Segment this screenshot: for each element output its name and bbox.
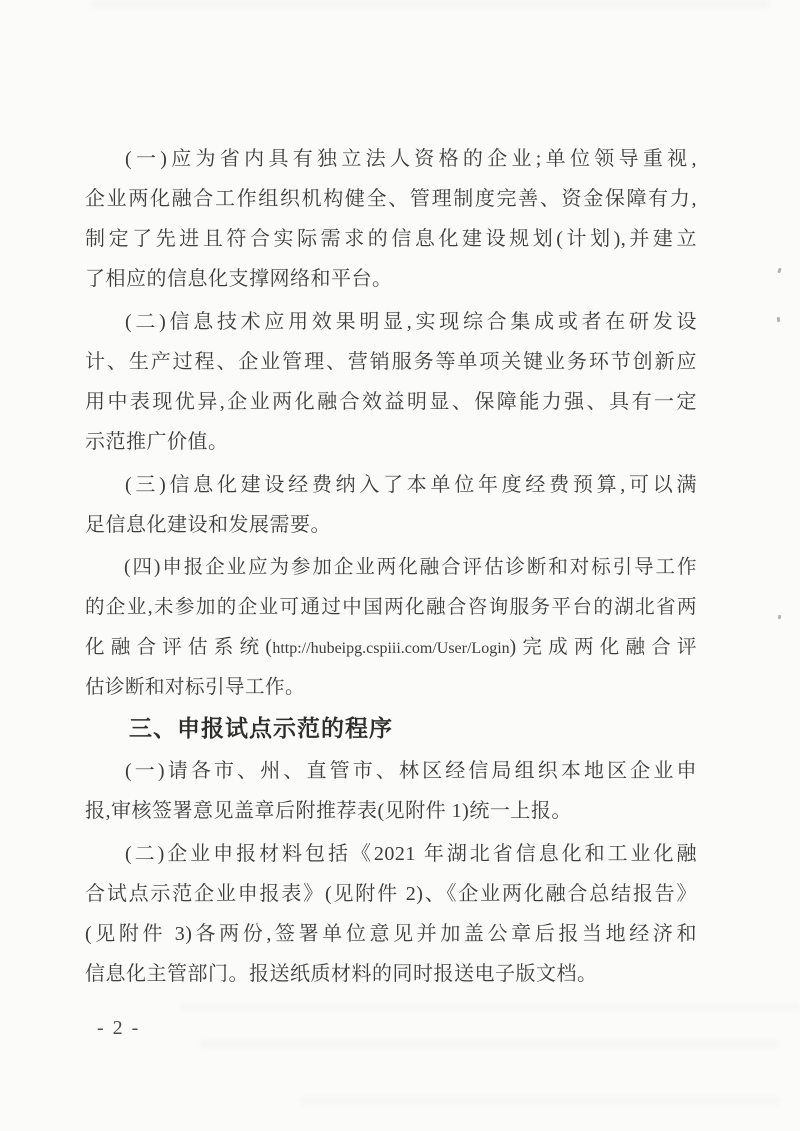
evaluation-system-url: http://hubeipg.cspiii.com/User/Login bbox=[272, 640, 510, 657]
doc-line: (四)申报企业应为参加企业两化融合评估诊断和对标引导工作 bbox=[124, 557, 697, 578]
doc-line: (三)信息化建设经费纳入了本单位年度经费预算,可以满 bbox=[125, 474, 697, 496]
doc-line: 示范推广价值。 bbox=[85, 431, 229, 453]
doc-line-text: )完成两化融合评 bbox=[509, 637, 697, 658]
doc-line bbox=[85, 628, 697, 668]
scan-artifact bbox=[90, 0, 770, 8]
doc-line: (见附件 3)各两份,签署单位意见并加盖公章后报当地经济和 bbox=[85, 923, 697, 945]
doc-line: 的企业,未参加的企业可通过中国两化融合咨询服务平台的湖北省两 bbox=[85, 597, 697, 618]
scan-speck bbox=[778, 615, 782, 619]
doc-line: 企业两化融合工作组织机构健全、管理制度完善、资金保障有力, bbox=[85, 188, 697, 210]
doc-line: 估诊断和对标引导工作。 bbox=[85, 677, 306, 698]
doc-line-text: 化融合评估系统( bbox=[85, 637, 273, 658]
document-body bbox=[85, 139, 697, 994]
doc-line: 用中表现优异,企业两化融合效益明显、保障能力强、具有一定 bbox=[85, 391, 697, 413]
doc-line: 合试点示范企业申报表》(见附件 2)、《企业两化融合总结报告》 bbox=[85, 883, 697, 905]
doc-line: 计、生产过程、企业管理、营销服务等单项关键业务环节创新应 bbox=[85, 351, 697, 373]
doc-line: 了相应的信息化支撑网络和平台。 bbox=[85, 268, 393, 290]
doc-line: 信息化主管部门。报送纸质材料的同时报送电子版文档。 bbox=[85, 963, 598, 985]
scan-artifact bbox=[180, 1003, 800, 1011]
scan-speck bbox=[777, 317, 781, 322]
doc-line: (二)信息技术应用效果明显,实现综合集成或者在研发设 bbox=[125, 311, 697, 333]
page-number: - 2 - bbox=[97, 1017, 141, 1039]
doc-line: 制定了先进且符合实际需求的信息化建设规划(计划),并建立 bbox=[85, 228, 697, 250]
doc-line: (一)请各市、州、直管市、林区经信局组织本地区企业申 bbox=[125, 760, 697, 782]
doc-line: 足信息化建设和发展需要。 bbox=[85, 514, 331, 536]
doc-line: 报,审核签署意见盖章后附推荐表(见附件 1)统一上报。 bbox=[85, 800, 572, 822]
doc-line: (一)应为省内具有独立法人资格的企业;单位领导重视, bbox=[125, 148, 697, 170]
scan-artifact bbox=[300, 1096, 780, 1105]
doc-line: (二)企业申报材料包括《2021 年湖北省信息化和工业化融 bbox=[125, 843, 697, 865]
scan-speck bbox=[777, 268, 781, 274]
scan-artifact bbox=[200, 1040, 780, 1048]
section-heading: 三、申报试点示范的程序 bbox=[129, 715, 393, 741]
